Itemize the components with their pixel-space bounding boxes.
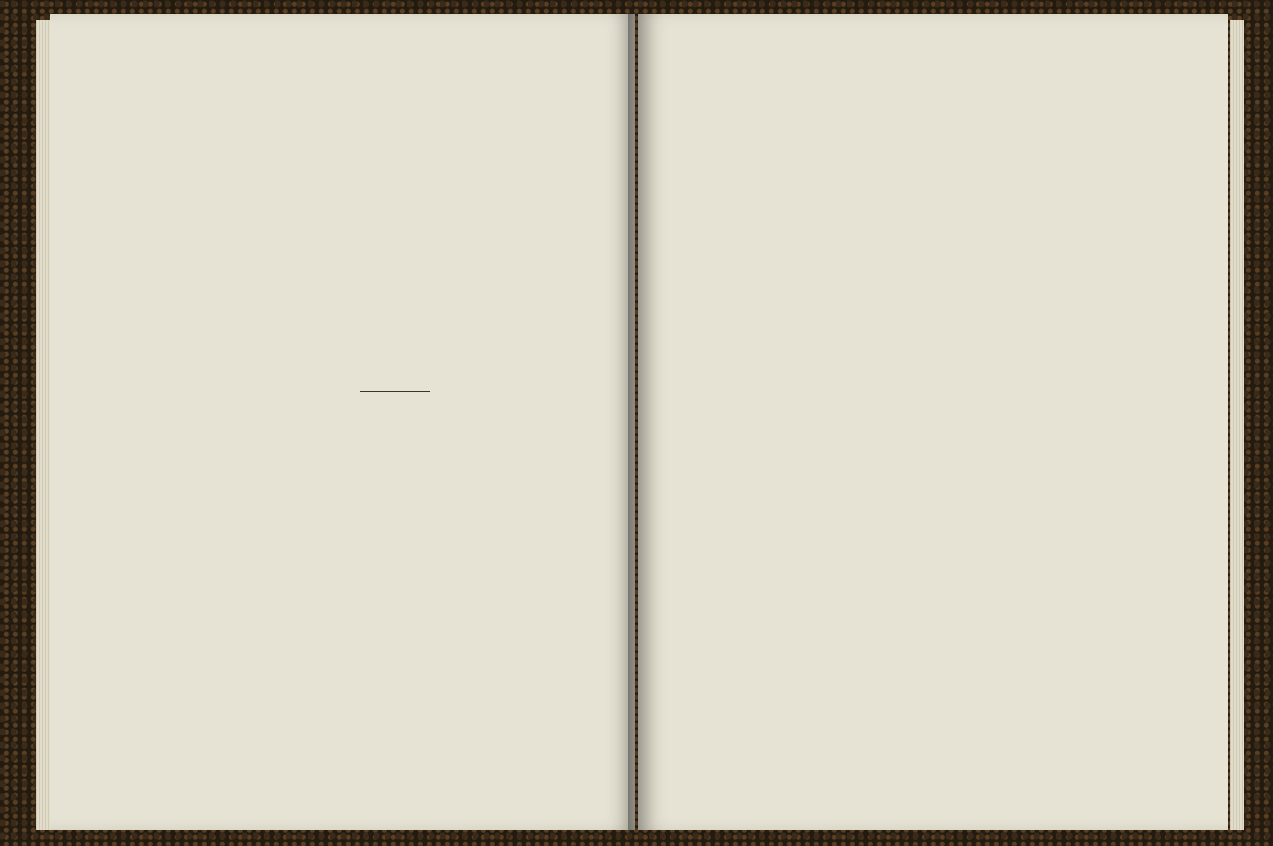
left-page [50, 14, 635, 830]
right-page [638, 14, 1228, 830]
left-page-edges [36, 20, 50, 830]
right-page-edges [1230, 20, 1244, 830]
divider [360, 391, 430, 392]
